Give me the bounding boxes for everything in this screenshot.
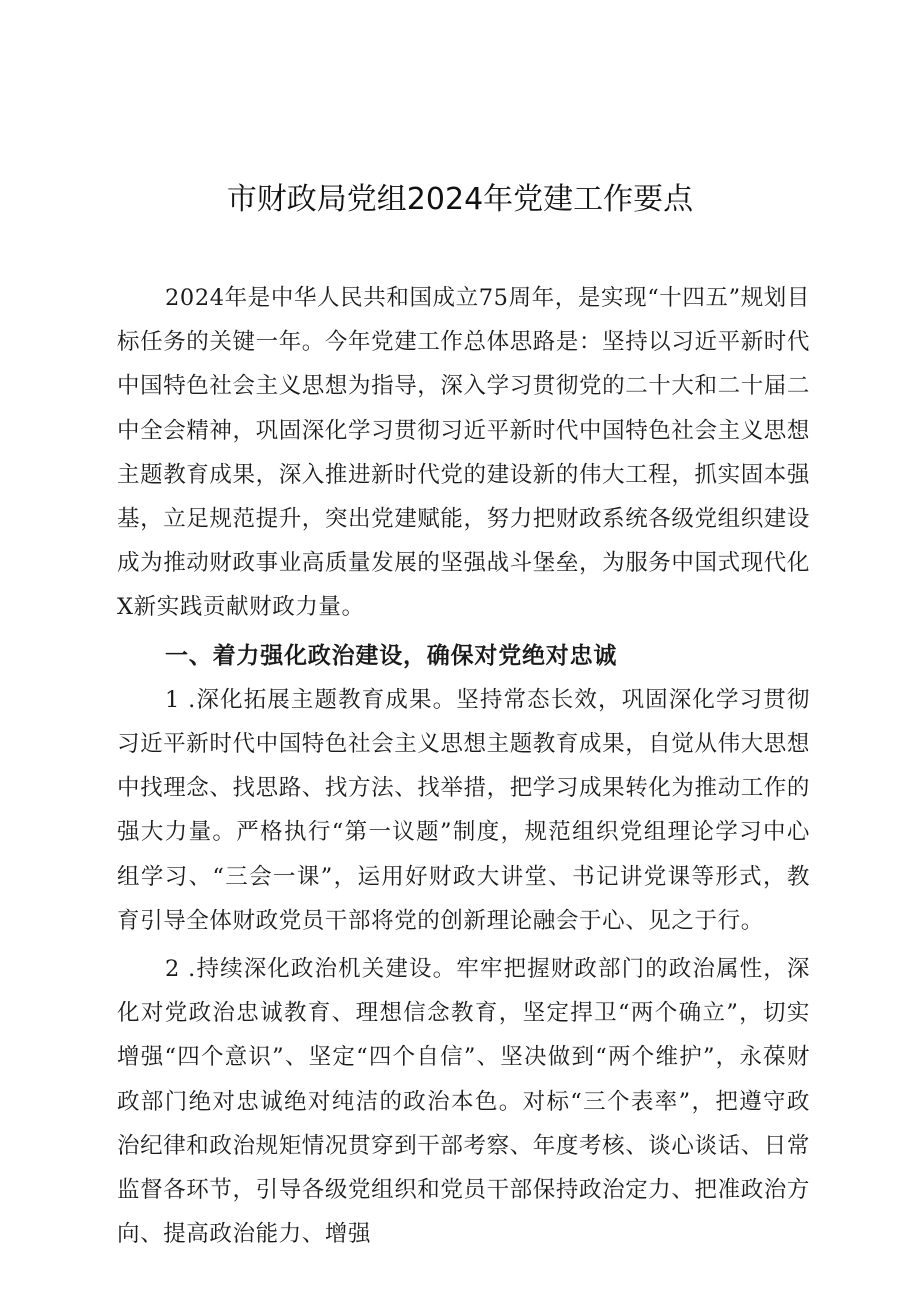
item-paragraph-2: 2 .持续深化政治机关建设。牢牢把握财政部门的政治属性，深化对党政治忠诚教育、理想信念教育，坚定捍卫“两个确立”，切实增强“四个意识”、坚定“四个自信”、坚决做到“两个维护”，永葆财政部门绝对忠诚绝对纯洁的政治本色。对标“三个表率”，把遵守政治纪律和政治规矩情况贯穿到干部考察、年度考核、谈心谈话、日常监督各环节，引导各级党组织和党员干部保持政治定力、把准政治方向、提高政治能力、增强: [117, 956, 811, 1248]
document-body: [117, 276, 810, 1260]
intro-paragraph: 2024年是中华人民共和国成立75周年，是实现“十四五”规划目标任务的关键一年。今年党建工作总体思路是：坚持以习近平新时代中国特色社会主义思想为指导，深入学习贯彻党的二十大和二十届二中全会精神，巩固深化学习贯彻习近平新时代中国特色社会主义思想主题教育成果，深入推进新时代党的建设新的伟大工程，抓实固本强基，立足规范提升，突出党建赋能，努力把财政系统各级党组织建设成为推动财政事业高质量发展的坚强战斗堡垒，为服务中国式现代化X新实践贡献财政力量。: [117, 285, 811, 621]
document-title: 市财政局党组2024年党建工作要点: [226, 182, 694, 217]
section-heading-1: 一、着力强化政治建设，确保对党绝对忠诚: [165, 642, 618, 669]
item-paragraph-1: 1 .深化拓展主题教育成果。坚持常态长效，巩固深化学习贯彻习近平新时代中国特色社会主义思想主题教育成果，自觉从伟大思想中找理念、找思路、找方法、找举措，把学习成果转化为推动工作的强大力量。严格执行“第一议题”制度，规范组织党组理论学习中心组学习、“三会一课”，运用好财政大讲堂、书记讲党课等形式，教育引导全体财政党员干部将党的创新理论融会于心、见之于行。: [117, 686, 811, 934]
